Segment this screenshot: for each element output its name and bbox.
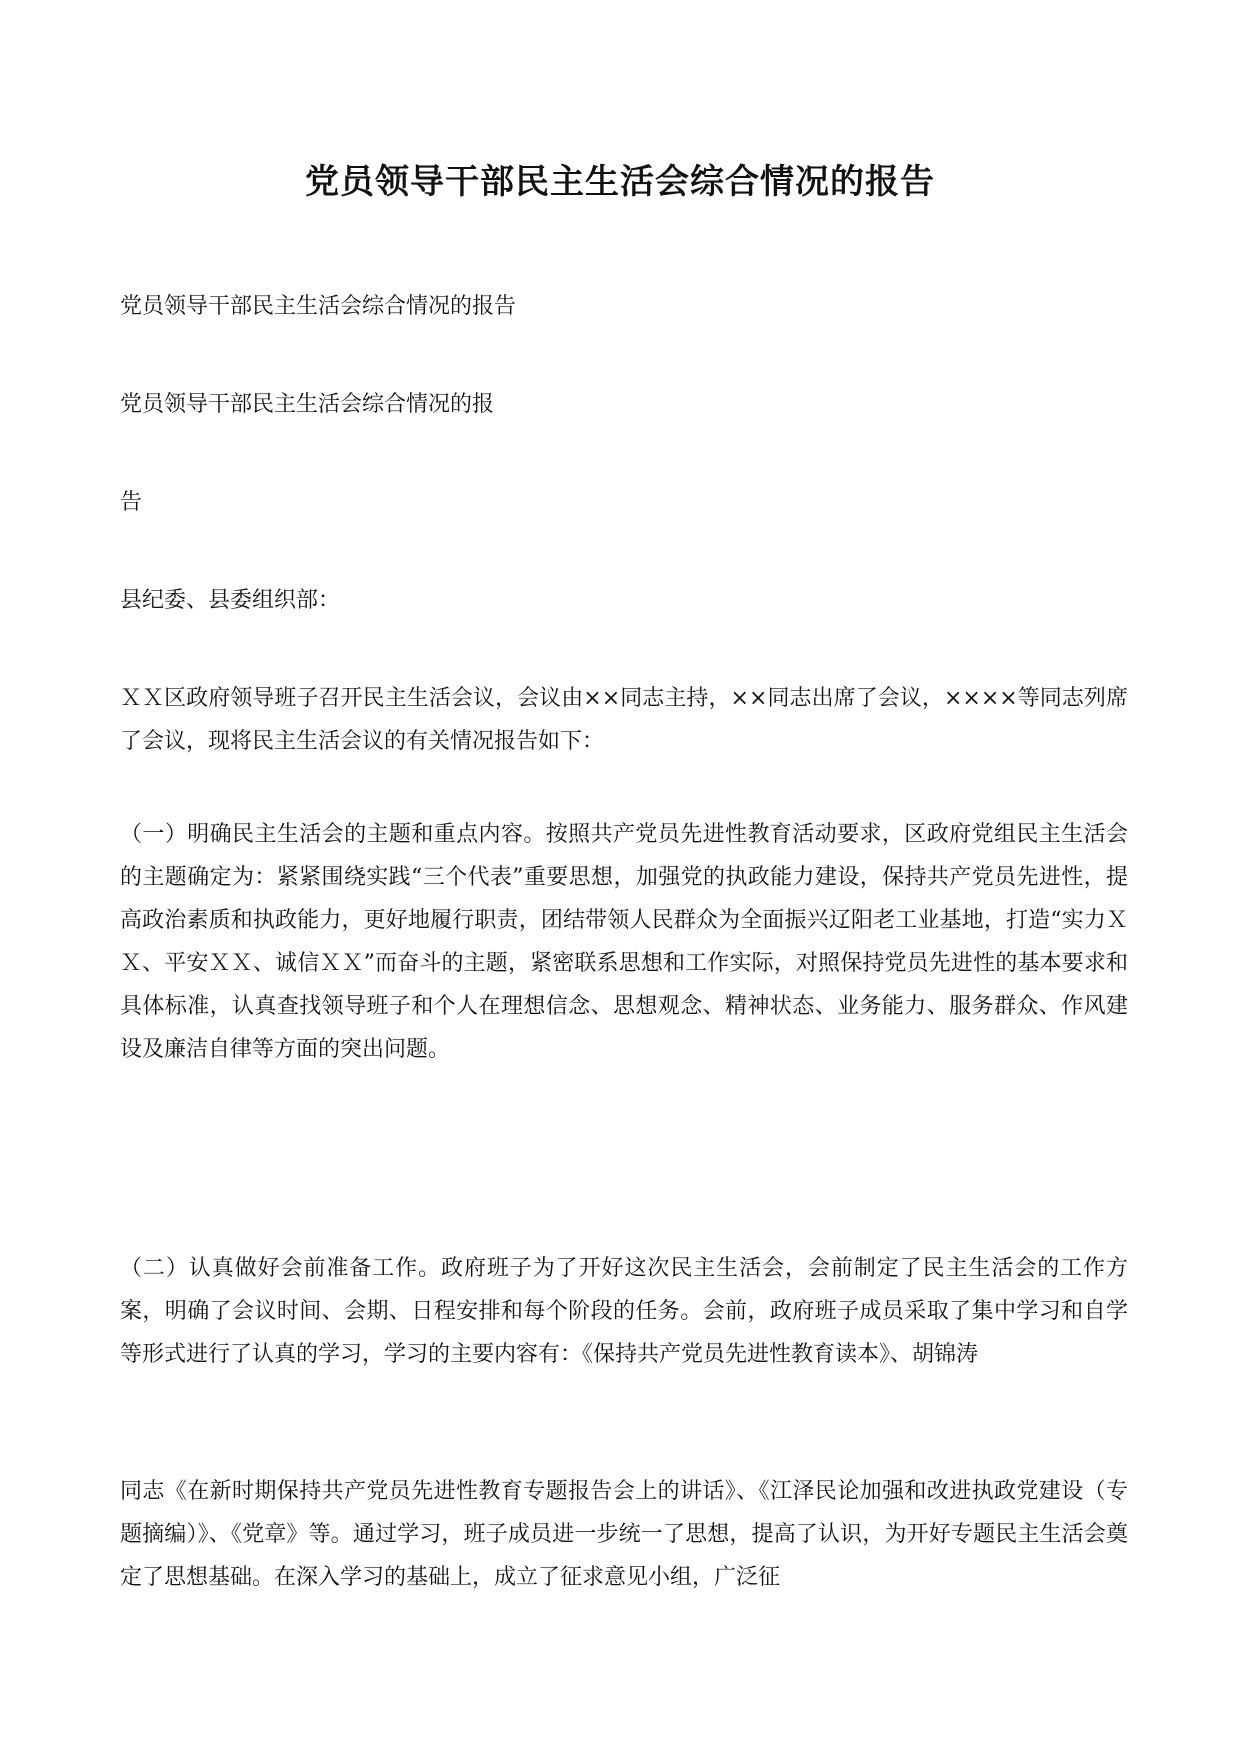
paragraph-intro: ＸＸ区政府领导班子召开民主生活会议，会议由××同志主持，××同志出席了会议，××××等同志列席了会议，现将民主生活会议的有关情况报告如下： (120, 686, 1128, 754)
paragraph-subtitle-continuation: 告 (120, 490, 143, 515)
paragraph-salutation: 县纪委、县委组织部： (120, 588, 341, 613)
document-title: 党员领导干部民主生活会综合情况的报告 (305, 162, 935, 202)
paragraph-subtitle: 党员领导干部民主生活会综合情况的报告 (120, 294, 517, 319)
paragraph-section-two: （二）认真做好会前准备工作。政府班子为了开好这次民主生活会，会前制定了民主生活会的工作方案，明确了会议时间、会期、日程安排和每个阶段的任务。会前，政府班子成员采取了集中学习和自学等形式进行了认真的学习，学习的主要内容有：《保持共产党员先进性教育读本》、胡锦涛 (120, 1256, 1128, 1367)
paragraph-section-one: （一）明确民主生活会的主题和重点内容。按照共产党员先进性教育活动要求，区政府党组民主生活会的主题确定为：紧紧围绕实践“三个代表”重要思想，加强党的执政能力建设，保持共产党员先进性，提高政治素质和执政能力，更好地履行职责，团结带领人民群众为全面振兴辽阳老工业基地，打造“实力ＸＸ、平安ＸＸ、诚信ＸＸ”而奋斗的主题，紧密联系思想和工作实际，对照保持党员先进性的基本要求和具体标准，认真查找领导班子和个人在理想信念、思想观念、精神状态、业务能力、服务群众、作风建设及廉洁自律等方面的突出问题。 (120, 822, 1128, 1062)
paragraph-section-two-continued: 同志《在新时期保持共产党员先进性教育专题报告会上的讲话》、《江泽民论加强和改进执政党建设（专题摘编）》、《党章》等。通过学习，班子成员进一步统一了思想，提高了认识，为开好专题民主生活会奠定了思想基础。在深入学习的基础上，成立了征求意见小组，广泛征 (120, 1479, 1128, 1590)
paragraph-subtitle-repeat: 党员领导干部民主生活会综合情况的报 (120, 392, 495, 417)
